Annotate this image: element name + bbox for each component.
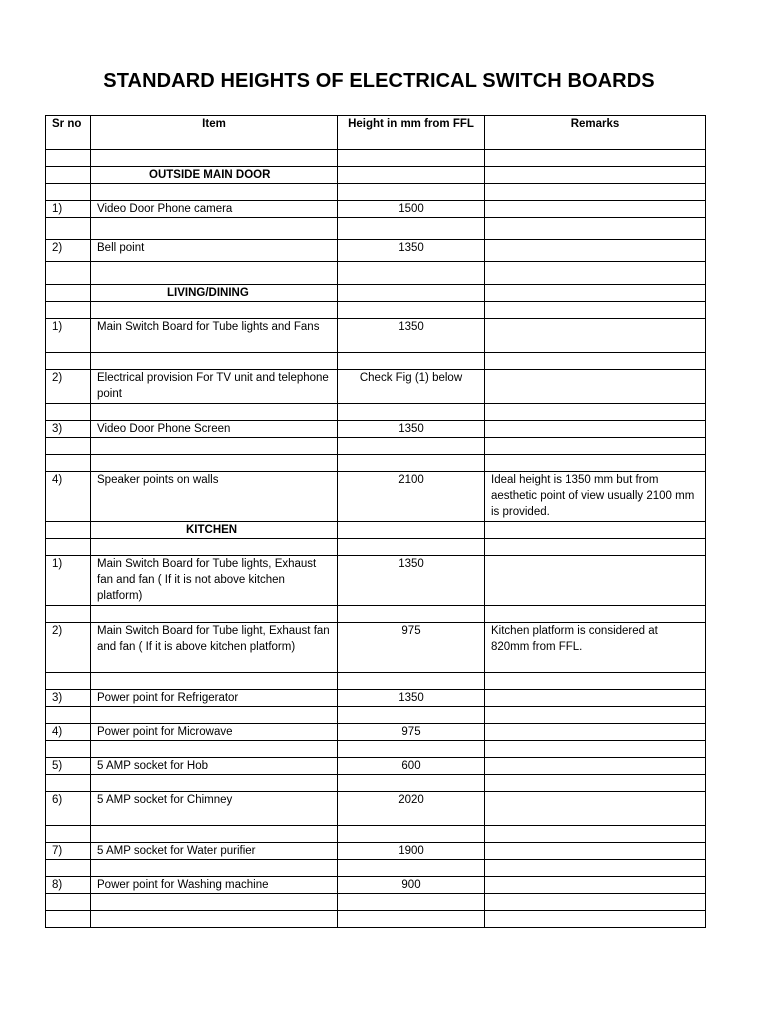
cell-height: 1350 xyxy=(338,556,485,606)
cell-item xyxy=(91,826,338,843)
cell-srno: 4) xyxy=(46,724,91,741)
cell-height xyxy=(338,150,485,167)
cell-srno xyxy=(46,539,91,556)
cell-item: Video Door Phone Screen xyxy=(91,421,338,438)
cell-srno xyxy=(46,911,91,928)
cell-item: Main Switch Board for Tube lights, Exhaust fan and fan ( If it is not above kitchen platform) xyxy=(91,556,338,606)
cell-remarks xyxy=(485,860,706,877)
cell-remarks xyxy=(485,606,706,623)
cell-height xyxy=(338,455,485,472)
cell-item: Power point for Washing machine xyxy=(91,877,338,894)
cell-srno xyxy=(46,741,91,758)
cell-item: OUTSIDE MAIN DOOR xyxy=(91,167,338,184)
cell-remarks xyxy=(485,438,706,455)
cell-remarks xyxy=(485,707,706,724)
cell-remarks xyxy=(485,167,706,184)
table-row xyxy=(46,843,706,860)
cell-remarks xyxy=(485,673,706,690)
cell-height xyxy=(338,707,485,724)
cell-item xyxy=(91,606,338,623)
table-row xyxy=(46,741,706,758)
cell-height: 600 xyxy=(338,758,485,775)
cell-remarks xyxy=(485,240,706,262)
cell-item: Power point for Refrigerator xyxy=(91,690,338,707)
cell-item xyxy=(91,860,338,877)
cell-height xyxy=(338,184,485,201)
table-row xyxy=(46,472,706,522)
cell-remarks xyxy=(485,741,706,758)
cell-srno xyxy=(46,285,91,302)
cell-item xyxy=(91,438,338,455)
cell-item xyxy=(91,707,338,724)
cell-srno xyxy=(46,673,91,690)
cell-srno xyxy=(46,184,91,201)
cell-remarks xyxy=(485,775,706,792)
cell-srno xyxy=(46,707,91,724)
table-row xyxy=(46,522,706,539)
header-remarks: Remarks xyxy=(485,116,706,150)
cell-remarks: Kitchen platform is considered at 820mm from FFL. xyxy=(485,623,706,673)
cell-srno: 6) xyxy=(46,792,91,826)
cell-item xyxy=(91,302,338,319)
cell-height xyxy=(338,826,485,843)
cell-item: Main Switch Board for Tube light, Exhaust fan and fan ( If it is above kitchen platform) xyxy=(91,623,338,673)
cell-item xyxy=(91,539,338,556)
cell-remarks xyxy=(485,556,706,606)
cell-item xyxy=(91,673,338,690)
cell-srno: 8) xyxy=(46,877,91,894)
cell-height xyxy=(338,262,485,285)
cell-item: Video Door Phone camera xyxy=(91,201,338,218)
table-row xyxy=(46,539,706,556)
table-row xyxy=(46,826,706,843)
header-srno: Sr no xyxy=(46,116,91,150)
cell-item xyxy=(91,775,338,792)
table-row xyxy=(46,606,706,623)
cell-height xyxy=(338,894,485,911)
cell-remarks xyxy=(485,218,706,240)
cell-remarks xyxy=(485,455,706,472)
table-row xyxy=(46,690,706,707)
cell-item xyxy=(91,894,338,911)
cell-item: Speaker points on walls xyxy=(91,472,338,522)
cell-item: 5 AMP socket for Chimney xyxy=(91,792,338,826)
table-row xyxy=(46,150,706,167)
cell-srno: 1) xyxy=(46,319,91,353)
cell-height: 2100 xyxy=(338,472,485,522)
table-row xyxy=(46,758,706,775)
cell-srno xyxy=(46,775,91,792)
cell-srno xyxy=(46,438,91,455)
cell-srno: 1) xyxy=(46,556,91,606)
cell-item: Electrical provision For TV unit and telephone point xyxy=(91,370,338,404)
cell-item: 5 AMP socket for Water purifier xyxy=(91,843,338,860)
cell-height: 2020 xyxy=(338,792,485,826)
cell-remarks xyxy=(485,201,706,218)
cell-srno: 3) xyxy=(46,421,91,438)
cell-item xyxy=(91,150,338,167)
cell-height xyxy=(338,673,485,690)
cell-height xyxy=(338,606,485,623)
cell-srno xyxy=(46,150,91,167)
cell-remarks xyxy=(485,894,706,911)
cell-item xyxy=(91,741,338,758)
cell-height xyxy=(338,522,485,539)
cell-remarks xyxy=(485,724,706,741)
cell-remarks xyxy=(485,370,706,404)
cell-height xyxy=(338,218,485,240)
cell-item xyxy=(91,218,338,240)
cell-remarks xyxy=(485,758,706,775)
table-row xyxy=(46,285,706,302)
table-row xyxy=(46,860,706,877)
cell-srno xyxy=(46,167,91,184)
table-row xyxy=(46,877,706,894)
cell-remarks xyxy=(485,539,706,556)
cell-srno xyxy=(46,826,91,843)
cell-height: 1350 xyxy=(338,319,485,353)
table-row xyxy=(46,775,706,792)
cell-srno xyxy=(46,302,91,319)
table-row xyxy=(46,911,706,928)
cell-item: Bell point xyxy=(91,240,338,262)
cell-height xyxy=(338,911,485,928)
cell-srno xyxy=(46,522,91,539)
cell-remarks xyxy=(485,285,706,302)
table-row xyxy=(46,556,706,606)
cell-srno: 7) xyxy=(46,843,91,860)
cell-height xyxy=(338,285,485,302)
cell-srno: 2) xyxy=(46,370,91,404)
table-body xyxy=(46,150,706,928)
table-row xyxy=(46,438,706,455)
cell-item xyxy=(91,353,338,370)
cell-srno xyxy=(46,353,91,370)
header-item: Item xyxy=(91,116,338,150)
table-row xyxy=(46,184,706,201)
cell-remarks xyxy=(485,522,706,539)
cell-remarks xyxy=(485,262,706,285)
cell-srno xyxy=(46,860,91,877)
heights-table xyxy=(45,115,706,928)
cell-srno xyxy=(46,606,91,623)
cell-remarks xyxy=(485,184,706,201)
table-row xyxy=(46,894,706,911)
table-row xyxy=(46,240,706,262)
cell-remarks xyxy=(485,877,706,894)
cell-height: 1350 xyxy=(338,690,485,707)
cell-height: Check Fig (1) below xyxy=(338,370,485,404)
cell-height xyxy=(338,860,485,877)
cell-height: 1350 xyxy=(338,421,485,438)
cell-srno: 2) xyxy=(46,240,91,262)
cell-remarks xyxy=(485,792,706,826)
table-row xyxy=(46,262,706,285)
table-row xyxy=(46,792,706,826)
cell-srno: 1) xyxy=(46,201,91,218)
header-height: Height in mm from FFL xyxy=(338,116,485,150)
cell-remarks: Ideal height is 1350 mm but from aesthetic point of view usually 2100 mm is provided. xyxy=(485,472,706,522)
cell-remarks xyxy=(485,690,706,707)
cell-height xyxy=(338,539,485,556)
table-row xyxy=(46,353,706,370)
cell-remarks xyxy=(485,404,706,421)
cell-remarks xyxy=(485,421,706,438)
table-row xyxy=(46,201,706,218)
table-row xyxy=(46,302,706,319)
cell-height: 975 xyxy=(338,724,485,741)
table-row xyxy=(46,218,706,240)
cell-srno: 2) xyxy=(46,623,91,673)
cell-item: LIVING/DINING xyxy=(91,285,338,302)
table-row xyxy=(46,404,706,421)
cell-height: 1350 xyxy=(338,240,485,262)
cell-srno xyxy=(46,455,91,472)
table-row xyxy=(46,623,706,673)
cell-remarks xyxy=(485,843,706,860)
table-row xyxy=(46,421,706,438)
cell-item xyxy=(91,404,338,421)
cell-item xyxy=(91,911,338,928)
cell-remarks xyxy=(485,319,706,353)
cell-srno: 4) xyxy=(46,472,91,522)
cell-height xyxy=(338,438,485,455)
table-row xyxy=(46,167,706,184)
cell-item xyxy=(91,262,338,285)
cell-item xyxy=(91,184,338,201)
cell-item: Main Switch Board for Tube lights and Fans xyxy=(91,319,338,353)
cell-height xyxy=(338,775,485,792)
cell-remarks xyxy=(485,353,706,370)
table-row xyxy=(46,707,706,724)
table-row xyxy=(46,673,706,690)
table-row xyxy=(46,724,706,741)
cell-height xyxy=(338,353,485,370)
cell-srno xyxy=(46,894,91,911)
cell-srno xyxy=(46,404,91,421)
cell-height xyxy=(338,302,485,319)
cell-height: 1900 xyxy=(338,843,485,860)
table-row xyxy=(46,319,706,353)
cell-height: 975 xyxy=(338,623,485,673)
cell-item: Power point for Microwave xyxy=(91,724,338,741)
cell-height xyxy=(338,404,485,421)
cell-height: 1500 xyxy=(338,201,485,218)
cell-item xyxy=(91,455,338,472)
cell-srno: 5) xyxy=(46,758,91,775)
cell-remarks xyxy=(485,302,706,319)
cell-srno xyxy=(46,218,91,240)
cell-height: 900 xyxy=(338,877,485,894)
cell-item: 5 AMP socket for Hob xyxy=(91,758,338,775)
cell-remarks xyxy=(485,826,706,843)
cell-height xyxy=(338,167,485,184)
cell-srno: 3) xyxy=(46,690,91,707)
cell-srno xyxy=(46,262,91,285)
table-header-row xyxy=(46,116,706,150)
cell-height xyxy=(338,741,485,758)
cell-remarks xyxy=(485,150,706,167)
cell-remarks xyxy=(485,911,706,928)
table-row xyxy=(46,370,706,404)
cell-item: KITCHEN xyxy=(91,522,338,539)
page-title: STANDARD HEIGHTS OF ELECTRICAL SWITCH BOARDS xyxy=(103,70,655,92)
table-row xyxy=(46,455,706,472)
